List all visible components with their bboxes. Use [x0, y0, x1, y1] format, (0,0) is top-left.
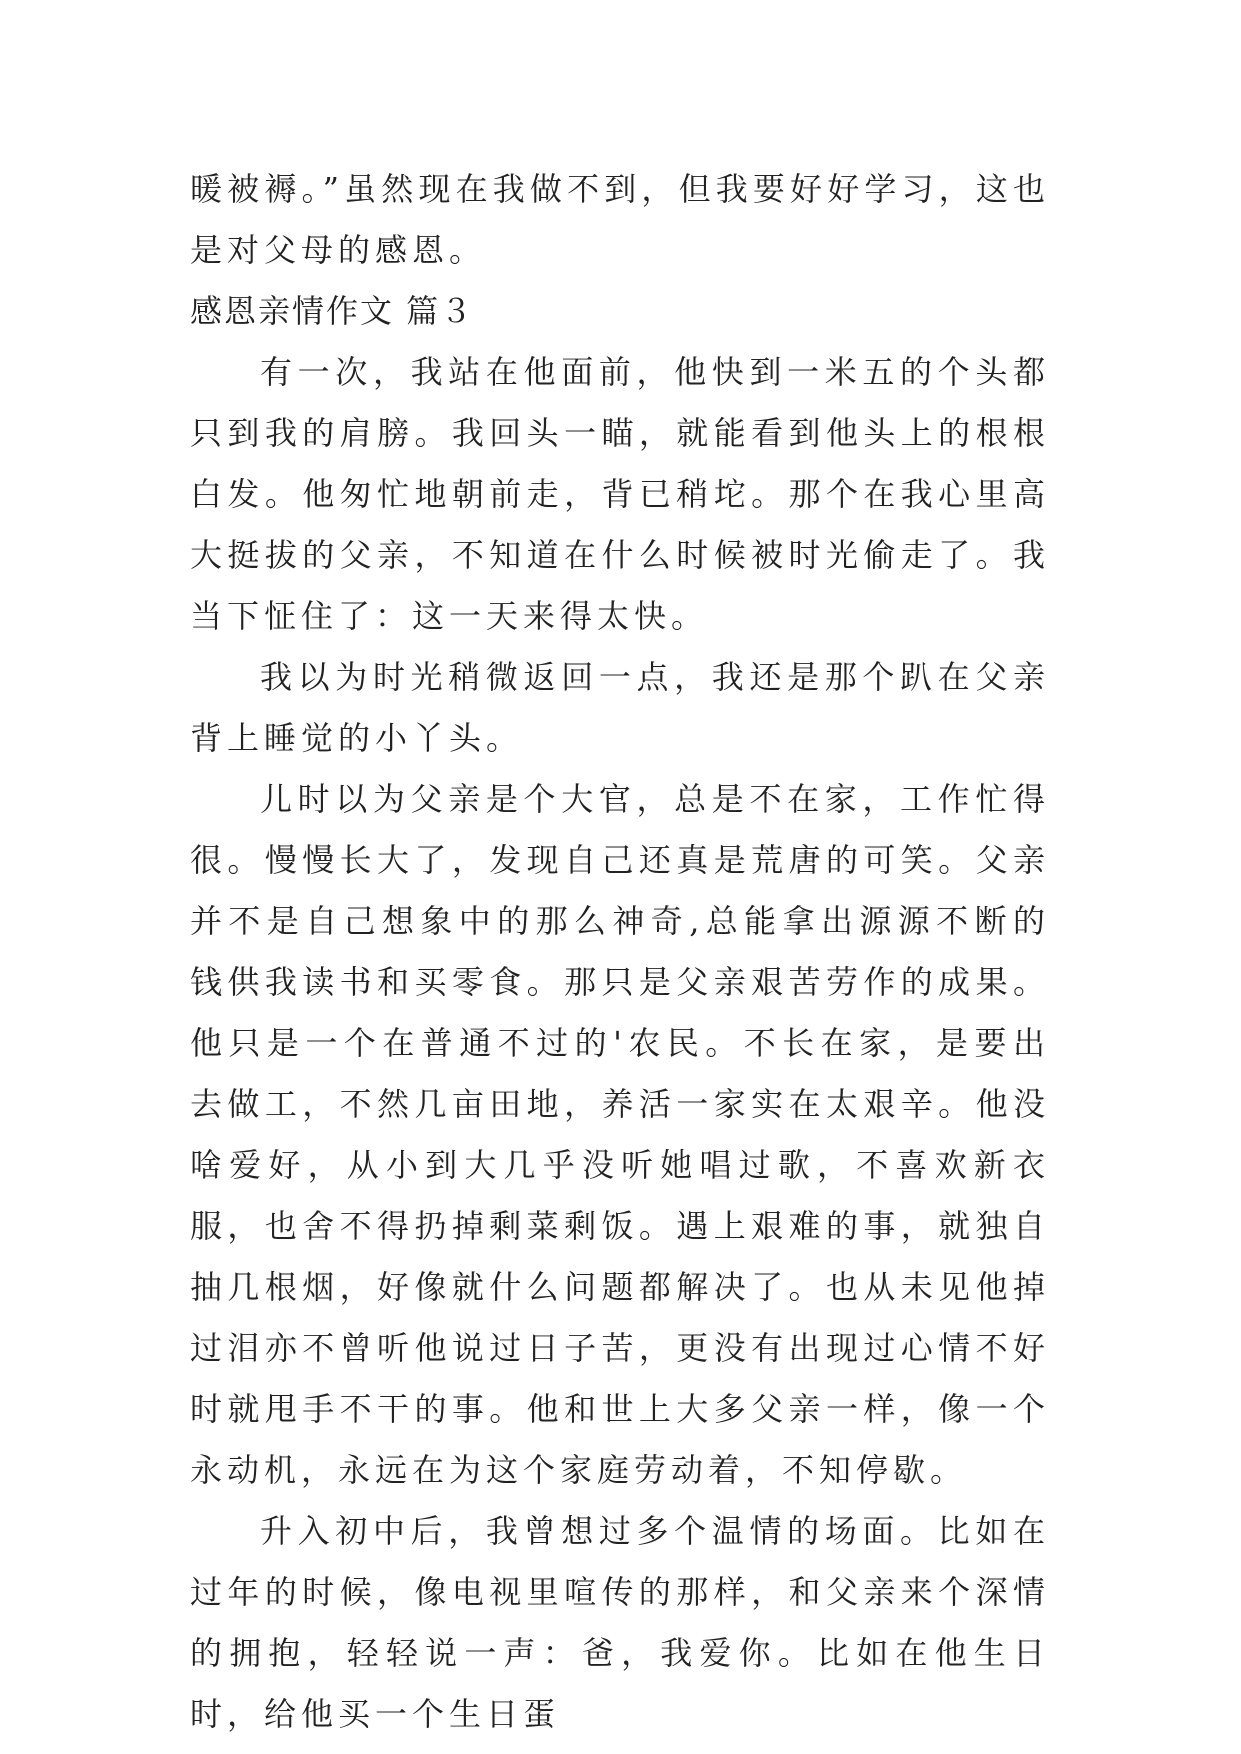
section-heading: 感恩亲情作文 篇３ — [190, 292, 475, 330]
document-body — [190, 159, 1050, 1745]
paragraph: 有一次，我站在他面前，他快到一米五的个头都只到我的肩膀。我回头一瞄，就能看到他头上的根根白发。他匆忙地朝前走，背已稍坨。那个在我心里高大挺拔的父亲，不知道在什么时候被时光偷走了。我当下怔住了：这一天来得太快。 — [190, 353, 1050, 635]
paragraph: 儿时以为父亲是个大官，总是不在家，工作忙得很。慢慢长大了，发现自己还真是荒唐的可笑。父亲并不是自己想象中的那么神奇,总能拿出源源不断的钱供我读书和买零食。那只是父亲艰苦劳作的成果。他只是一个在普通不过的'农民。不长在家，是要出去做工，不然几亩田地，养活一家实在太艰辛。他没啥爱好，从小到大几乎没听她唱过歌，不喜欢新衣服，也舍不得扔掉剩菜剩饭。遇上艰难的事，就独自抽几根烟，好像就什么问题都解决了。也从未见他掉过泪亦不曾听他说过日子苦，更没有出现过心情不好时就甩手不干的事。他和世上大多父亲一样，像一个永动机，永远在为这个家庭劳动着，不知停歇。 — [190, 780, 1050, 1489]
paragraph-continuation: 暖被褥。”虽然现在我做不到，但我要好好学习，这也是对父母的感恩。 — [190, 170, 1050, 269]
paragraph: 我以为时光稍微返回一点，我还是那个趴在父亲背上睡觉的小丫头。 — [190, 658, 1050, 757]
paragraph: 升入初中后，我曾想过多个温情的场面。比如在过年的时候，像电视里喧传的那样，和父亲来个深情的拥抱，轻轻说一声：爸，我爱你。比如在他生日时，给他买一个生日蛋 — [190, 1512, 1050, 1733]
